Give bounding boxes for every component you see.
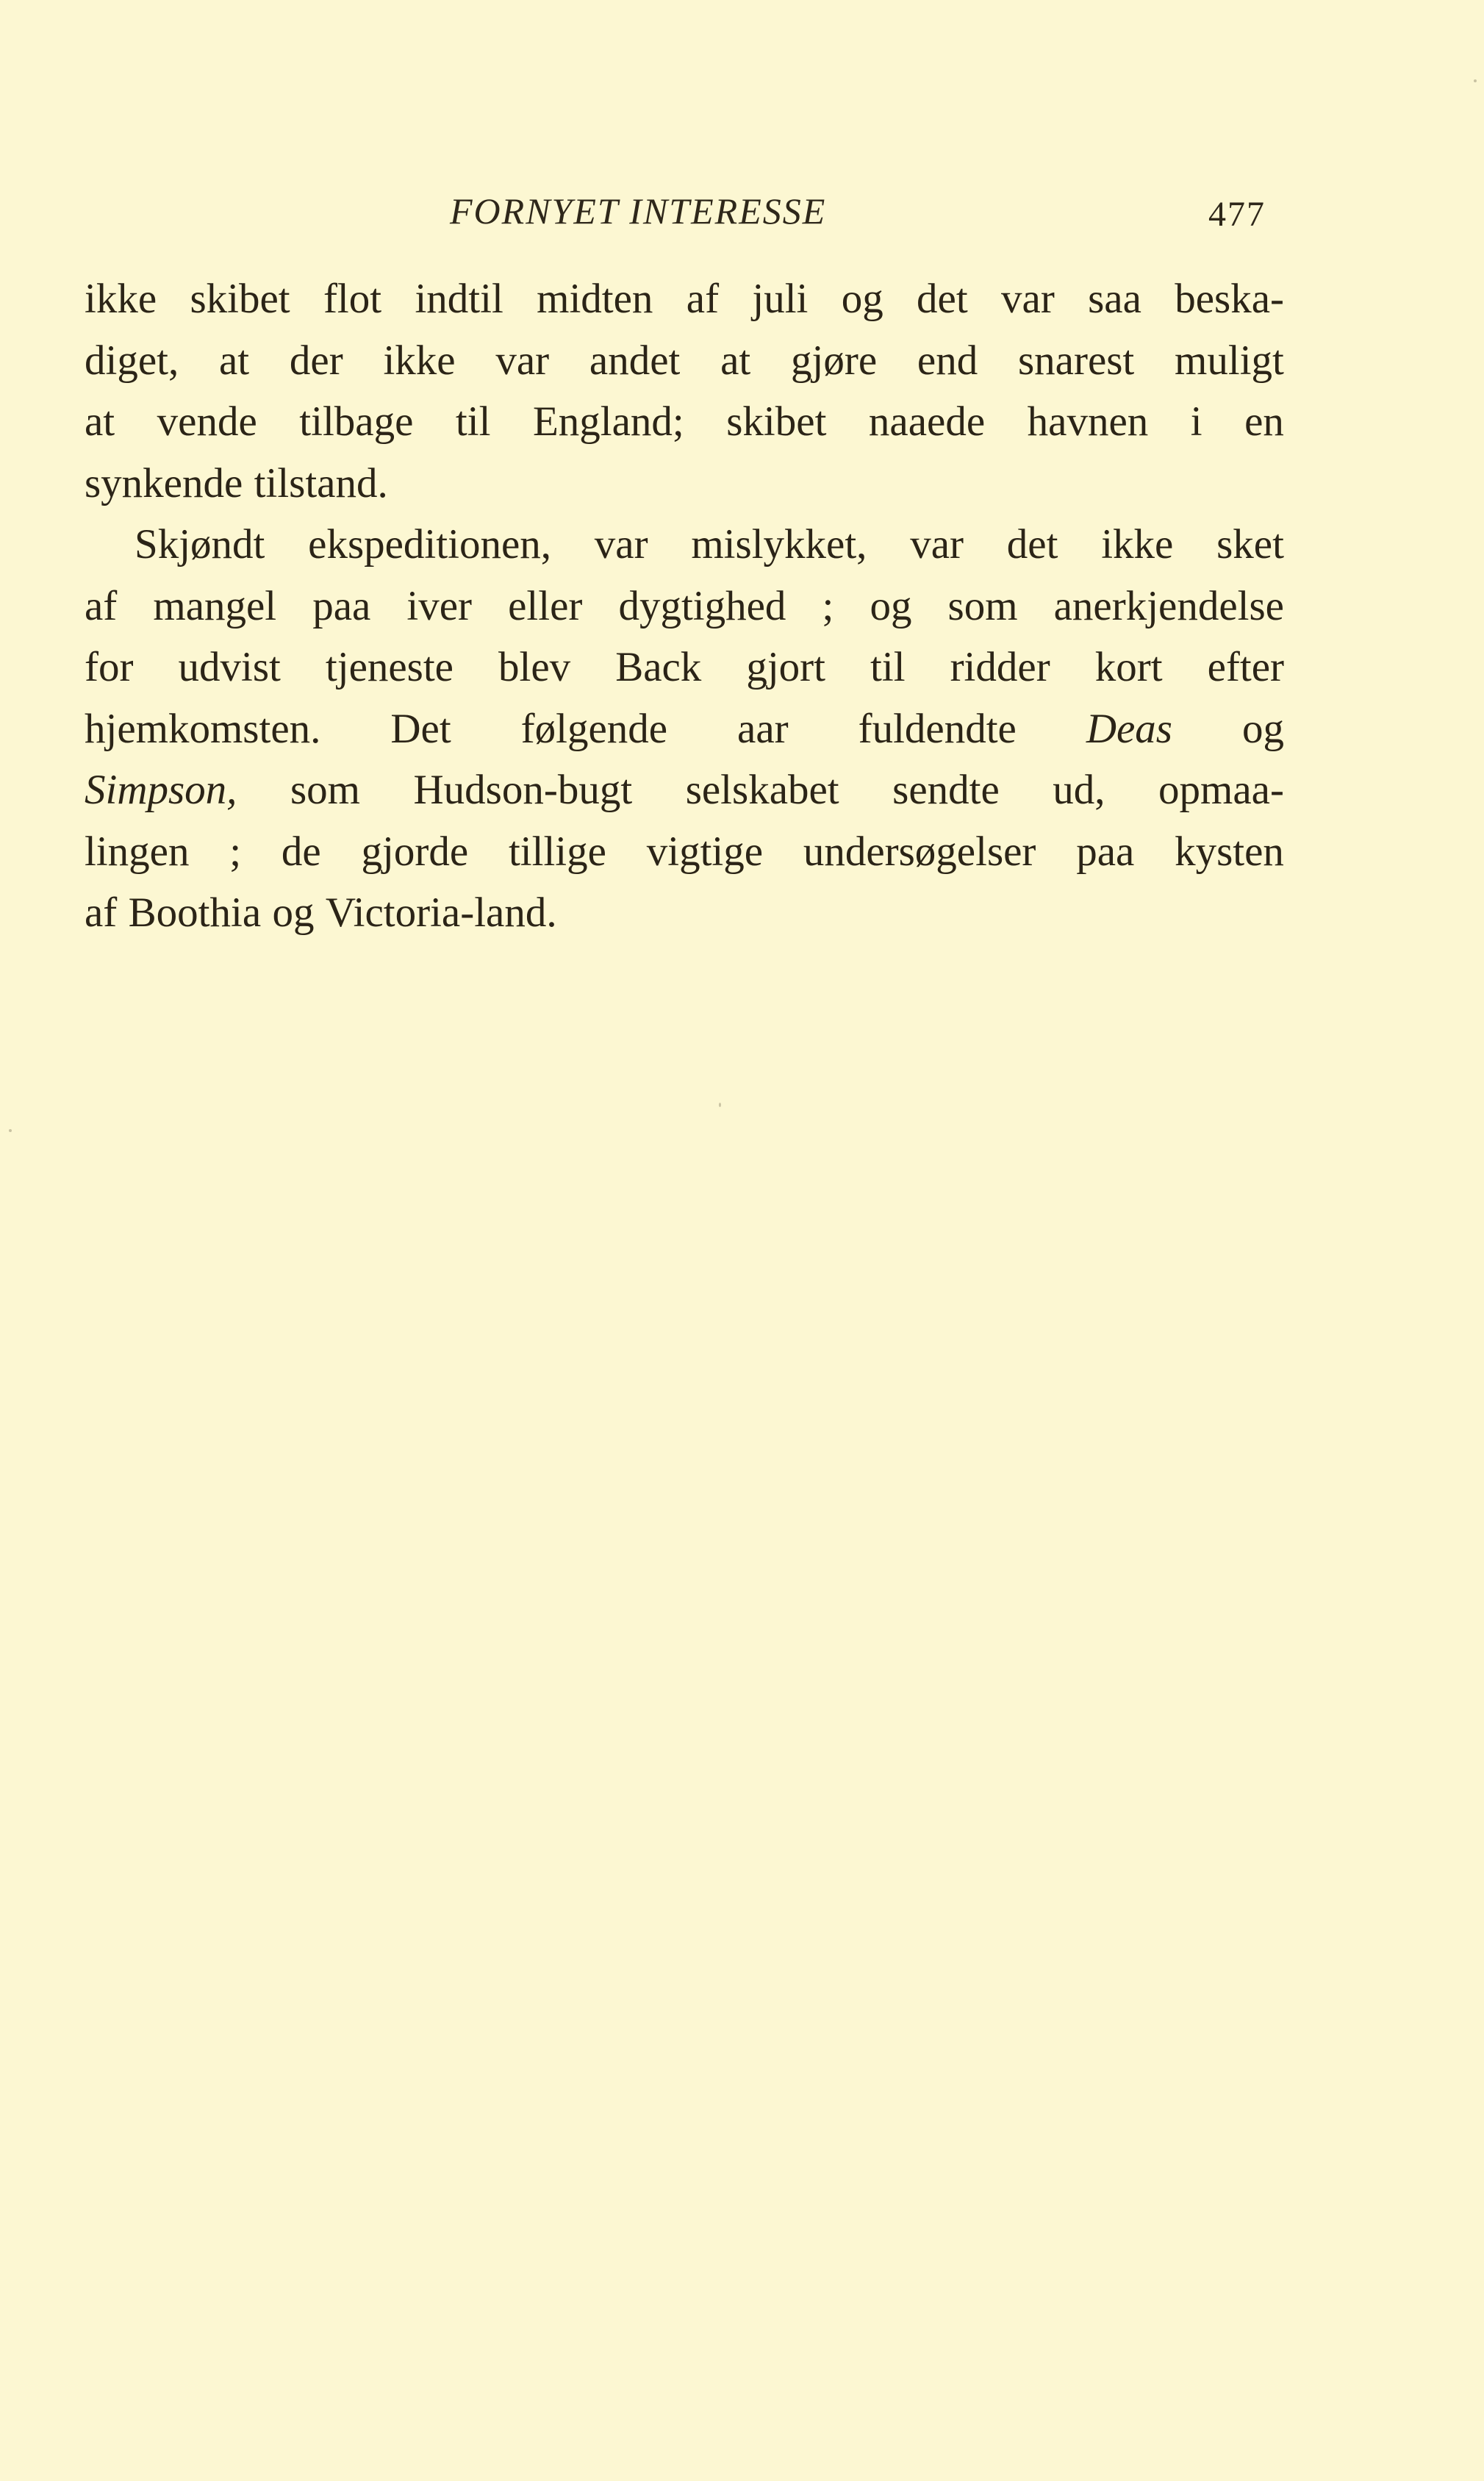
word: det [917, 276, 968, 322]
word: af [686, 276, 720, 322]
text-line [85, 882, 1284, 944]
word: ; [822, 582, 834, 629]
word: tillige [508, 828, 606, 875]
word: diget, [85, 337, 179, 384]
word: til [870, 644, 906, 690]
word: til [455, 398, 491, 445]
text-line [85, 637, 1284, 698]
word: eller [508, 582, 583, 629]
word: selskabet [685, 767, 839, 813]
word: ud, [1053, 767, 1105, 813]
word: tjeneste [325, 644, 454, 690]
word: Boothia [128, 889, 262, 936]
word: der [289, 337, 343, 384]
word: kysten [1175, 828, 1284, 875]
word: hjemkomsten. [85, 705, 321, 752]
word: opmaa- [1158, 767, 1284, 813]
word: aar [737, 705, 789, 752]
word: paa [312, 582, 371, 629]
word: og [841, 276, 883, 322]
word: og [870, 582, 912, 629]
text-line [85, 330, 1284, 392]
word: tilstand. [254, 459, 388, 506]
page-number: 477 [1208, 195, 1266, 234]
word: skibet [190, 276, 290, 322]
word: gjort [746, 644, 825, 690]
word: iver [406, 582, 473, 629]
paper-speck [9, 1129, 12, 1132]
word: gjøre [791, 337, 878, 384]
word: mangel [153, 582, 277, 629]
word: end [917, 337, 978, 384]
word: Det [390, 705, 451, 752]
word: for [85, 644, 134, 690]
word: udvist [178, 644, 281, 690]
word: England; [532, 398, 684, 445]
word: en [1244, 398, 1284, 445]
word: havnen [1027, 398, 1149, 445]
word: skibet [726, 398, 827, 445]
running-header [0, 190, 1484, 241]
word: følgende [520, 705, 668, 752]
word: gjorde [361, 828, 469, 875]
word: ekspeditionen, [308, 521, 551, 568]
word: kort [1094, 644, 1163, 690]
word: snarest [1017, 337, 1135, 384]
word: ikke [383, 337, 456, 384]
word: lingen [85, 828, 190, 875]
word: at [219, 337, 250, 384]
word: flot [323, 276, 382, 322]
word: efter [1207, 644, 1284, 690]
text-line [85, 821, 1284, 883]
word: saa [1088, 276, 1141, 322]
word: i [1190, 398, 1202, 445]
word: var [594, 521, 648, 568]
word: andet [589, 337, 681, 384]
word: midten [537, 276, 653, 322]
word: af [85, 889, 118, 936]
word: ikke [1101, 521, 1174, 568]
word: undersøgelser [803, 828, 1036, 875]
text-line [85, 391, 1284, 453]
word: at [720, 337, 751, 384]
word: ; [229, 828, 242, 875]
word: blev [498, 644, 571, 690]
word: som [947, 582, 1018, 629]
text-line [85, 698, 1284, 760]
italic-word: Deas [1086, 705, 1172, 752]
paper-speck [1474, 79, 1477, 82]
word: af [85, 582, 118, 629]
word: at [85, 398, 115, 445]
word: fuldendte [858, 705, 1017, 752]
word: tilbage [299, 398, 414, 445]
body-text [85, 268, 1284, 944]
italic-word: Simpson, [85, 767, 237, 813]
word: og [1241, 705, 1284, 752]
word: Skjøndt [135, 521, 265, 568]
text-line [85, 514, 1284, 576]
word: Victoria-land. [325, 889, 557, 936]
word: dygtighed [618, 582, 786, 629]
paper-speck [719, 1103, 721, 1107]
word: muligt [1175, 337, 1284, 384]
word: juli [752, 276, 809, 322]
word: sket [1216, 521, 1284, 568]
word: var [910, 521, 964, 568]
word: vende [157, 398, 257, 445]
text-line [85, 268, 1284, 330]
word: det [1006, 521, 1058, 568]
word: Hudson-bugt [413, 767, 633, 813]
word: sendte [892, 767, 1000, 813]
word: beska- [1175, 276, 1284, 322]
word: naaede [868, 398, 986, 445]
word: paa [1076, 828, 1135, 875]
word: ridder [950, 644, 1050, 690]
word: de [281, 828, 321, 875]
running-title: FORNYET INTERESSE [450, 190, 827, 232]
word: mislykket, [691, 521, 867, 568]
word: Back [615, 644, 702, 690]
word: indtil [415, 276, 503, 322]
word: og [272, 889, 315, 936]
word: synkende [85, 459, 243, 506]
text-line [85, 453, 1284, 515]
word: var [495, 337, 550, 384]
text-line [85, 576, 1284, 637]
word: ikke [85, 276, 157, 322]
word: vigtige [646, 828, 764, 875]
word: anerkjendelse [1053, 582, 1284, 629]
word: som [290, 767, 360, 813]
text-line [85, 759, 1284, 821]
word: var [1001, 276, 1055, 322]
